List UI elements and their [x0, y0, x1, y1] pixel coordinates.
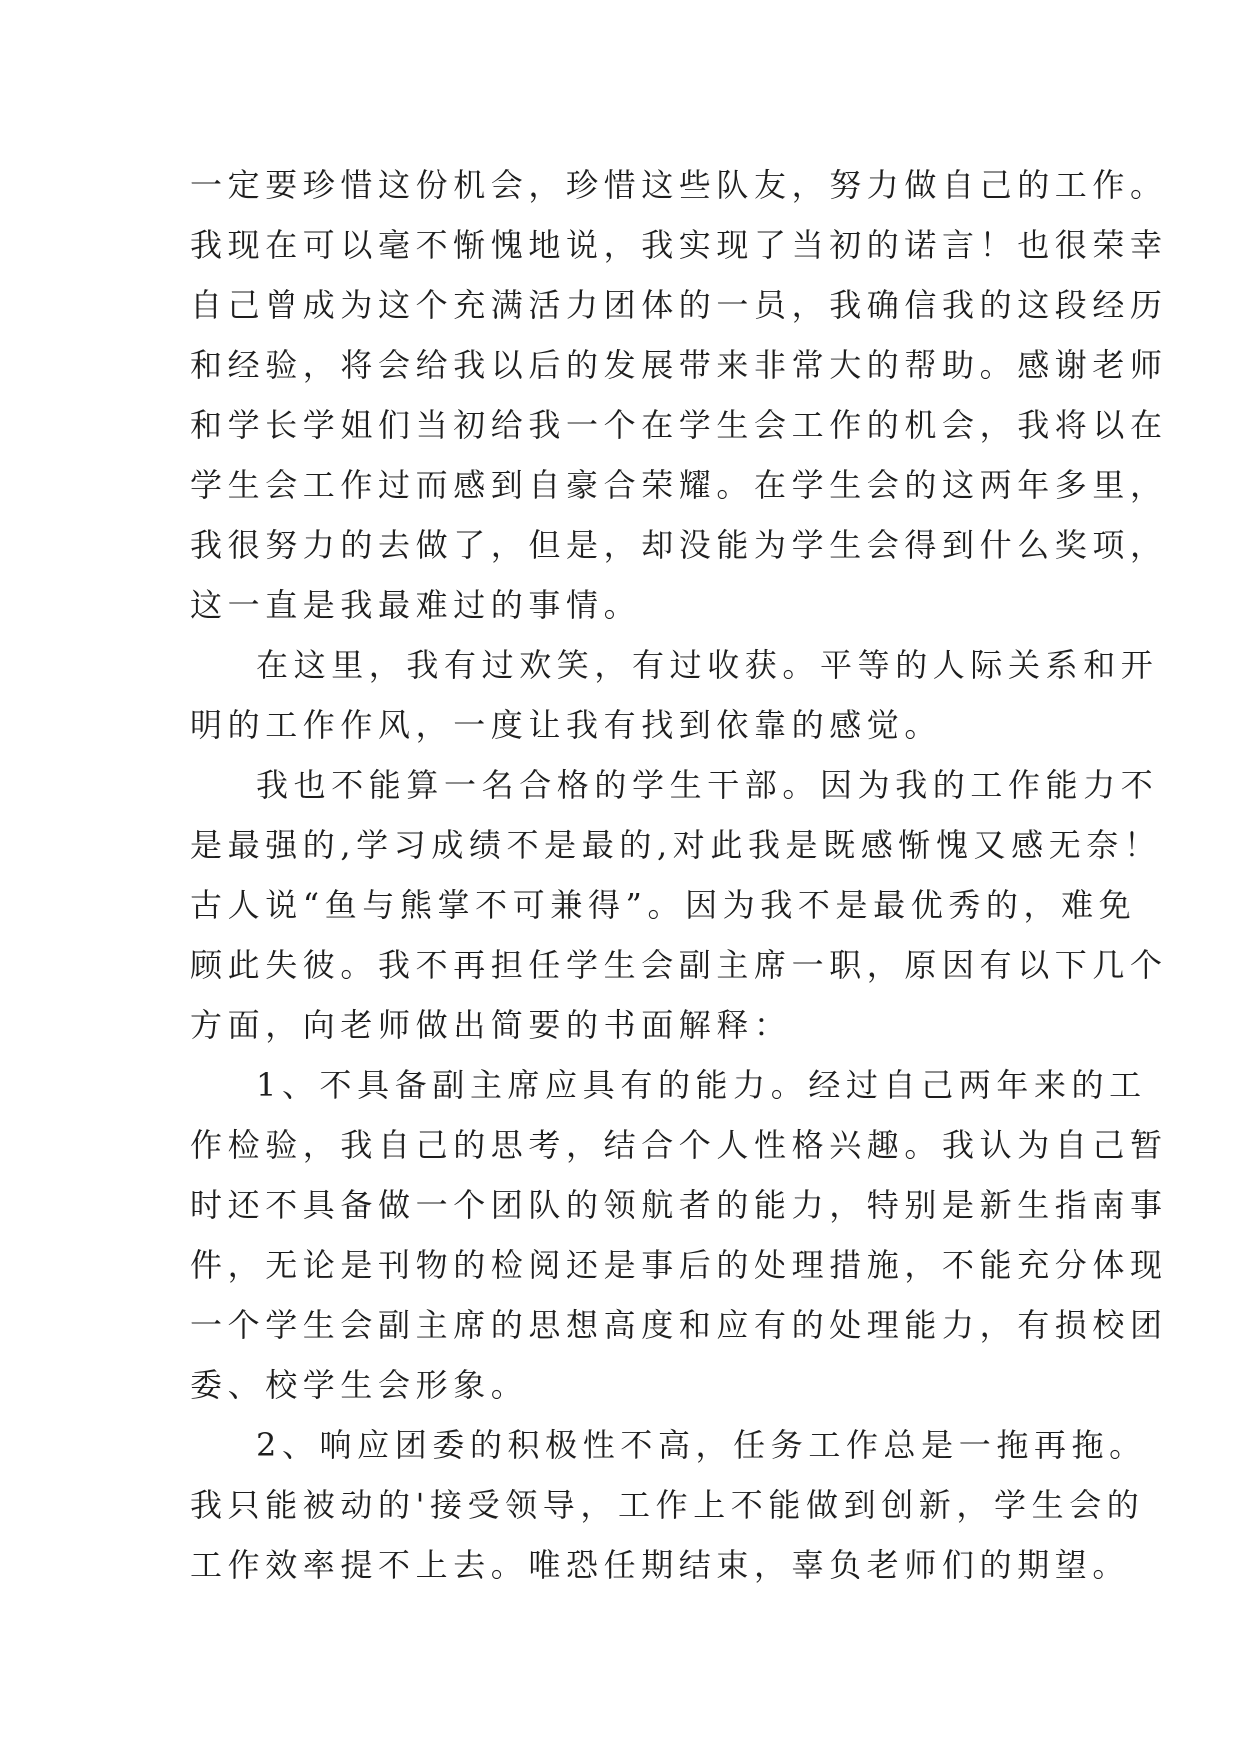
body-text [190, 155, 1168, 1595]
text-line: 自己曾成为这个充满活力团体的一员，我确信我的这段经历 [190, 286, 1168, 324]
text-line: 古人说“鱼与熊掌不可兼得”。因为我不是最优秀的，难免 [190, 886, 1137, 924]
text-line: 委、校学生会形象。 [190, 1366, 529, 1404]
paragraph-start-line: 1、不具备副主席应具有的能力。经过自己两年来的工 [256, 1066, 1147, 1104]
text-line: 顾此失彼。我不再担任学生会副主席一职，原因有以下几个 [190, 946, 1168, 984]
text-line: 明的工作作风，一度让我有找到依靠的感觉。 [190, 706, 943, 744]
text-line: 方面，向老师做出简要的书面解释： [190, 1006, 792, 1044]
text-line: 和学长学姐们当初给我一个在学生会工作的机会，我将以在 [190, 406, 1168, 444]
paragraph-start-line: 我也不能算一名合格的学生干部。因为我的工作能力不 [256, 766, 1159, 804]
text-line: 我只能被动的'接受领导，工作上不能做到创新，学生会的 [190, 1486, 1145, 1524]
text-line: 件，无论是刊物的检阅还是事后的处理措施，不能充分体现 [190, 1246, 1168, 1284]
text-line: 这一直是我最难过的事情。 [190, 586, 642, 624]
paragraph-start-line: 2、响应团委的积极性不高，任务工作总是一拖再拖。 [256, 1426, 1147, 1464]
text-line: 一个学生会副主席的思想高度和应有的处理能力，有损校团 [190, 1306, 1168, 1344]
text-line: 我很努力的去做了，但是，却没能为学生会得到什么奖项， [190, 526, 1168, 564]
text-line: 作检验，我自己的思考，结合个人性格兴趣。我认为自己暂 [190, 1126, 1168, 1164]
text-line: 是最强的,学习成绩不是最的,对此我是既感惭愧又感无奈！ [190, 826, 1162, 864]
text-line: 学生会工作过而感到自豪合荣耀。在学生会的这两年多里， [190, 466, 1168, 504]
text-line: 我现在可以毫不惭愧地说，我实现了当初的诺言！也很荣幸 [190, 226, 1168, 264]
text-line: 工作效率提不上去。唯恐任期结束，辜负老师们的期望。 [190, 1546, 1131, 1584]
text-line: 和经验，将会给我以后的发展带来非常大的帮助。感谢老师 [190, 346, 1168, 384]
paragraph-start-line: 在这里，我有过欢笑，有过收获。平等的人际关系和开 [256, 646, 1159, 684]
text-line: 一定要珍惜这份机会，珍惜这些队友，努力做自己的工作。 [190, 166, 1168, 204]
text-line: 时还不具备做一个团队的领航者的能力，特别是新生指南事 [190, 1186, 1168, 1224]
